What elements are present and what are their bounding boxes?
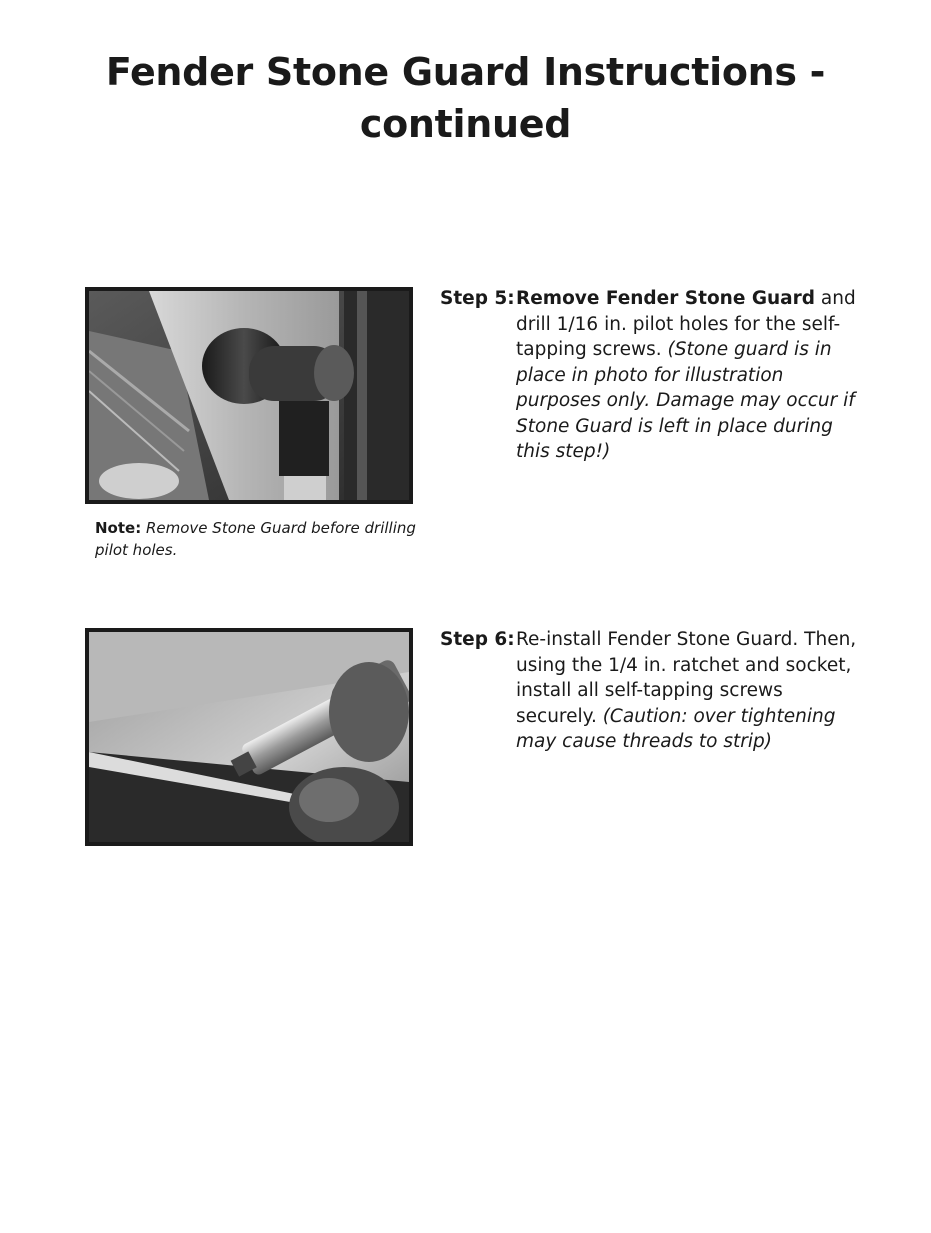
drill-photo-illustration	[89, 291, 409, 500]
step5-photo	[85, 287, 413, 504]
step5-bold-text: Remove Fender Stone Guard	[516, 288, 816, 309]
page-title-line1: Fender Stone Guard Instructions -	[105, 50, 826, 94]
step6-body	[516, 627, 860, 755]
step6-label: Step 6:	[440, 629, 515, 650]
page-title	[0, 46, 931, 150]
step5-main-text: and drill 1/16 in. pilot holes for the self-tapping screws.	[516, 288, 856, 360]
note-text: Remove Stone Guard before drilling pilot holes.	[95, 519, 416, 559]
step6-italic-text: (Caution: over tightening may cause threads to strip)	[516, 705, 836, 752]
step5-text	[440, 286, 860, 465]
step6-text	[440, 627, 860, 755]
note-label: Note:	[95, 519, 142, 537]
ratchet-photo-illustration	[89, 632, 409, 842]
step6-photo	[85, 628, 413, 846]
page-title-line2: continued	[359, 102, 572, 146]
step5-body	[516, 286, 860, 465]
step5-note	[95, 517, 425, 561]
step5-italic-text: (Stone guard is in place in photo for illustration purposes only. Damage may occur if Stone Guard is left in place during this step!)	[516, 339, 855, 462]
step6-main-text: Re-install Fender Stone Guard. Then, using the 1/4 in. ratchet and socket, install all self-tapping screws securely.	[516, 629, 857, 727]
step5-label: Step 5:	[440, 288, 515, 309]
